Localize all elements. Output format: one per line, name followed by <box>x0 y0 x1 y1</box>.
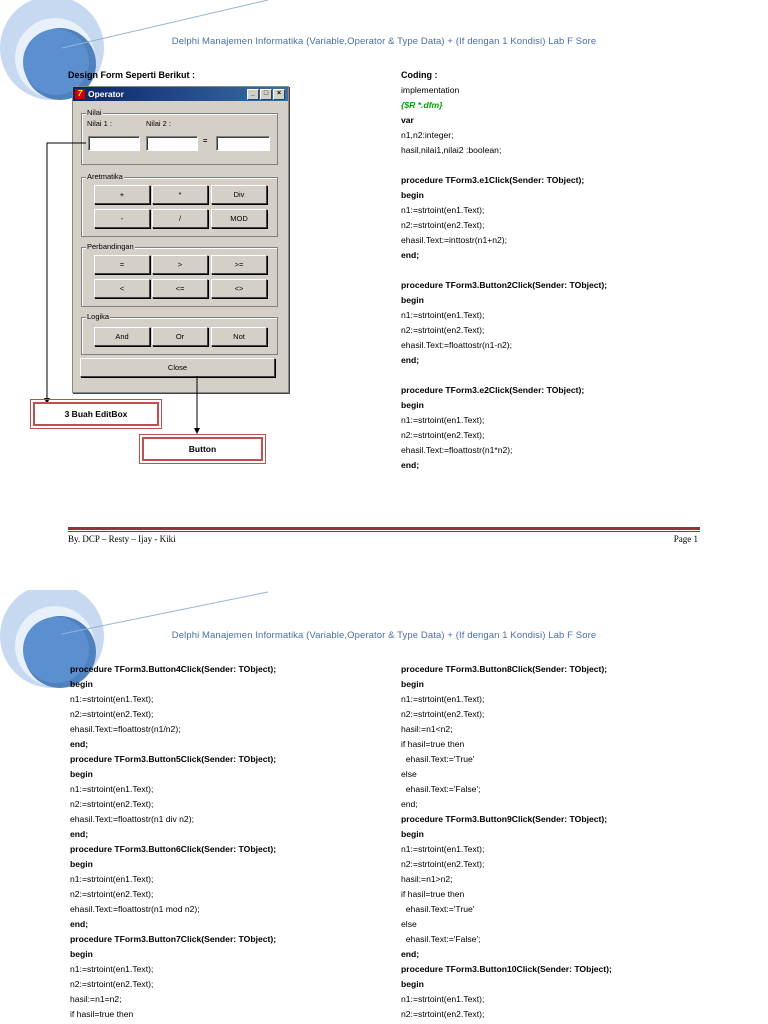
code-line: end; <box>401 250 420 260</box>
nilai2-label: Nilai 2 : <box>146 119 172 128</box>
and-button[interactable]: And <box>94 327 150 346</box>
code-line: n2:=strtoint(en2.Text); <box>70 979 154 989</box>
group-aritmatika-title: Aretmatika <box>87 172 123 181</box>
code-line: begin <box>401 979 424 989</box>
code-line: begin <box>70 769 93 779</box>
code-block-page1 <box>401 83 607 473</box>
code-line: hasil:=n1<n2; <box>401 724 453 734</box>
document-page-2 <box>0 590 768 1024</box>
form-title: Operator <box>88 89 124 99</box>
code-line: begin <box>401 679 424 689</box>
code-line: n1:=strtoint(en1.Text); <box>401 694 485 704</box>
code-line: begin <box>70 949 93 959</box>
code-line: procedure TForm3.Button2Click(Sender: TObject); <box>401 280 608 290</box>
code-line: n1:=strtoint(en1.Text); <box>70 694 154 704</box>
code-line <box>401 158 607 173</box>
header-title-page2: Delphi Manajemen Informatika (Variable,Operator & Type Data) + (If dengan 1 Kondisi) Lab F Sore <box>171 630 597 641</box>
code-line: n2:=strtoint(en2.Text); <box>401 859 485 869</box>
code-line: procedure TForm3.Button9Click(Sender: TObject); <box>401 814 608 824</box>
code-line: implementation <box>401 85 460 95</box>
code-line: n1:=strtoint(en1.Text); <box>401 415 485 425</box>
code-line: n2:=strtoint(en2.Text); <box>70 889 154 899</box>
header-title: Delphi Manajemen Informatika (Variable,Operator & Type Data) + (If dengan 1 Kondisi) Lab F Sore <box>171 36 597 47</box>
code-line: n1,n2:integer; <box>401 130 454 140</box>
code-line: begin <box>70 679 93 689</box>
code-line: procedure TForm3.e2Click(Sender: TObject); <box>401 385 585 395</box>
divide-button[interactable]: / <box>152 209 208 228</box>
code-line: procedure TForm3.Button10Click(Sender: TObject); <box>401 964 612 974</box>
code-line: n2:=strtoint(en2.Text); <box>401 220 485 230</box>
code-line: end; <box>401 799 418 809</box>
code-line: {$R *.dfm} <box>401 100 443 110</box>
mod-button[interactable]: MOD <box>211 209 267 228</box>
greater-button[interactable]: > <box>152 255 208 274</box>
code-line: var <box>401 115 414 125</box>
code-line: end; <box>70 919 89 929</box>
code-line: begin <box>401 295 424 305</box>
code-line: begin <box>70 859 93 869</box>
code-line: procedure TForm3.Button5Click(Sender: TObject); <box>70 754 277 764</box>
plus-button[interactable]: + <box>94 185 150 204</box>
group-logika-title: Logika <box>87 312 110 321</box>
group-nilai-title: Nilai <box>87 108 102 117</box>
code-line: end; <box>401 355 420 365</box>
code-line: ehasil.Text:=floattostr(n1-n2); <box>401 340 513 350</box>
code-line: n2:=strtoint(en2.Text); <box>401 430 485 440</box>
code-line: end; <box>401 460 420 470</box>
coding-label: Coding : <box>401 70 438 80</box>
footer-rule <box>68 527 700 530</box>
code-line <box>401 263 607 278</box>
code-line: else <box>401 919 417 929</box>
code-line: n1:=strtoint(en1.Text); <box>401 205 485 215</box>
code-line: n1:=strtoint(en1.Text); <box>401 994 485 1004</box>
code-line: ehasil.Text:=floattostr(n1 mod n2); <box>70 904 200 914</box>
code-line: ehasil.Text:=floattostr(n1/n2); <box>70 724 181 734</box>
code-line: ehasil.Text:=floattostr(n1*n2); <box>401 445 513 455</box>
code-line: procedure TForm3.Button8Click(Sender: TObject); <box>401 664 608 674</box>
code-line: begin <box>401 190 424 200</box>
code-line: begin <box>401 829 424 839</box>
footer-authors: By. DCP – Resty – Ijay - Kiki <box>68 534 176 544</box>
equals-label: = <box>203 136 208 145</box>
code-line: n2:=strtoint(en2.Text); <box>70 709 154 719</box>
close-window-button[interactable]: × <box>273 89 285 100</box>
page-gap <box>0 560 768 590</box>
design-form-label: Design Form Seperti Berikut : <box>68 70 196 80</box>
code-line: ehasil.Text:='True' <box>401 754 475 764</box>
code-block-page2-right <box>401 662 612 1022</box>
greater-equal-button[interactable]: >= <box>211 255 267 274</box>
code-line: end; <box>401 949 420 959</box>
equal-button[interactable]: = <box>94 255 150 274</box>
code-line: end; <box>70 739 89 749</box>
div-button[interactable]: Div <box>211 185 267 204</box>
code-line: n2:=strtoint(en2.Text); <box>70 799 154 809</box>
close-button[interactable]: Close <box>80 358 275 377</box>
callout-button: Button <box>142 437 263 461</box>
delphi-icon: 7 <box>75 89 85 99</box>
code-line: hasil,nilai1,nilai2 :boolean; <box>401 145 502 155</box>
code-line: if hasil=true then <box>401 739 465 749</box>
callout-editbox: 3 Buah EditBox <box>33 402 159 426</box>
code-line: n1:=strtoint(en1.Text); <box>401 310 485 320</box>
group-perbandingan-title: Perbandingan <box>87 242 134 251</box>
code-line: procedure TForm3.e1Click(Sender: TObject); <box>401 175 585 185</box>
or-button[interactable]: Or <box>152 327 208 346</box>
minus-button[interactable]: - <box>94 209 150 228</box>
code-line: hasil:=n1=n2; <box>70 994 122 1004</box>
code-line: n2:=strtoint(en2.Text); <box>401 1009 485 1019</box>
code-line: n2:=strtoint(en2.Text); <box>401 709 485 719</box>
code-line: n1:=strtoint(en1.Text); <box>70 874 154 884</box>
less-button[interactable]: < <box>94 279 150 298</box>
code-line: procedure TForm3.Button6Click(Sender: TObject); <box>70 844 277 854</box>
code-line: if hasil=true then <box>70 1009 134 1019</box>
code-line: ehasil.Text:='True' <box>401 904 475 914</box>
code-line: hasil:=n1>n2; <box>401 874 453 884</box>
code-line: ehasil.Text:='False'; <box>401 934 481 944</box>
multiply-button[interactable]: * <box>152 185 208 204</box>
code-line: procedure TForm3.Button4Click(Sender: TObject); <box>70 664 277 674</box>
code-block-page2-left <box>70 662 276 1022</box>
footer-page-number: Page 1 <box>673 534 698 544</box>
code-line: else <box>401 769 417 779</box>
code-line: n1:=strtoint(en1.Text); <box>70 964 154 974</box>
code-line: n2:=strtoint(en2.Text); <box>401 325 485 335</box>
code-line: procedure TForm3.Button7Click(Sender: TObject); <box>70 934 277 944</box>
code-line: if hasil=true then <box>401 889 465 899</box>
not-equal-button[interactable]: <> <box>211 279 267 298</box>
minimize-button[interactable]: _ <box>247 89 259 100</box>
code-line: ehasil.Text:=floattostr(n1 div n2); <box>70 814 194 824</box>
code-line: begin <box>401 400 424 410</box>
code-line: ehasil.Text:=inttostr(n1+n2); <box>401 235 508 245</box>
maximize-button[interactable]: □ <box>260 89 272 100</box>
code-line: n1:=strtoint(en1.Text); <box>401 844 485 854</box>
code-line <box>401 368 607 383</box>
less-equal-button[interactable]: <= <box>152 279 208 298</box>
footer-rule-thin <box>68 531 700 532</box>
not-button[interactable]: Not <box>211 327 267 346</box>
code-line: end; <box>70 829 89 839</box>
code-line: n1:=strtoint(en1.Text); <box>70 784 154 794</box>
nilai1-label: Nilai 1 : <box>87 119 113 128</box>
code-line: ehasil.Text:='False'; <box>401 784 481 794</box>
